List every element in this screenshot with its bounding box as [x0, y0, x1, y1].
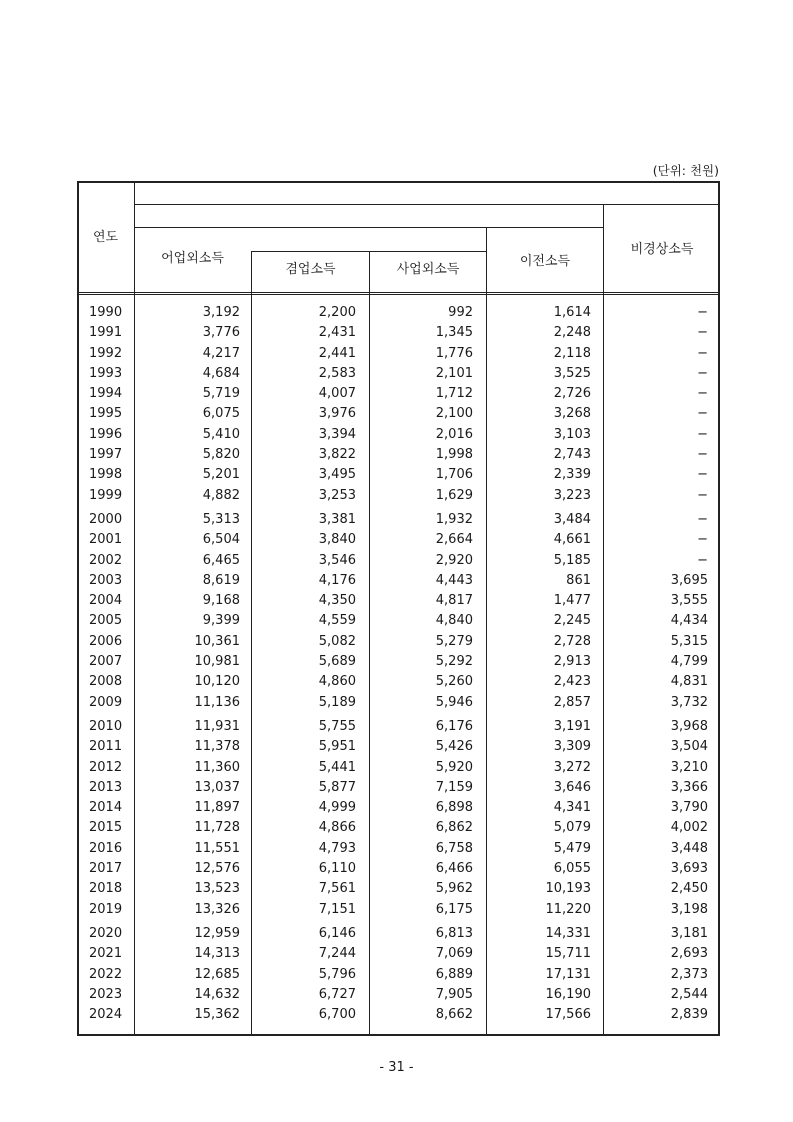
cell-side-business-income: 3,381 [318, 511, 356, 527]
cell-non-farm-income: 5,410 [202, 426, 240, 442]
cell-irregular-income: − [697, 532, 708, 548]
cell-non-business-income: 1,345 [435, 325, 473, 341]
cell-year: 1993 [89, 365, 123, 381]
unit-note: (단위: 천원) [652, 163, 719, 178]
cell-non-business-income: 4,817 [435, 593, 473, 609]
cell-non-business-income: 7,069 [435, 946, 473, 962]
cell-transfer-income: 17,131 [545, 966, 591, 982]
header-non-farm-income: 어업외소득 [161, 251, 224, 266]
table-row [78, 323, 719, 343]
table-row [78, 404, 719, 424]
cell-side-business-income: 3,976 [318, 406, 356, 422]
cell-non-farm-income: 10,981 [194, 654, 240, 670]
cell-side-business-income: 4,007 [318, 386, 356, 402]
cell-side-business-income: 3,394 [318, 426, 356, 442]
cell-transfer-income: 2,857 [553, 694, 591, 710]
cell-year: 2018 [89, 881, 123, 897]
table-row [78, 717, 719, 737]
cell-year: 2014 [89, 800, 123, 816]
table-row [78, 693, 719, 713]
cell-side-business-income: 6,700 [318, 1007, 356, 1023]
cell-irregular-income: − [697, 487, 708, 503]
cell-non-farm-income: 5,201 [202, 467, 240, 483]
table-row [78, 818, 719, 838]
cell-non-farm-income: 9,168 [202, 593, 240, 609]
cell-non-business-income: 1,712 [435, 386, 473, 402]
table-row [78, 486, 719, 506]
cell-non-business-income: 4,840 [435, 613, 473, 629]
table-row [78, 384, 719, 404]
cell-transfer-income: 2,339 [553, 467, 591, 483]
cell-transfer-income: 11,220 [545, 901, 591, 917]
cell-side-business-income: 5,796 [318, 966, 356, 982]
cell-non-farm-income: 11,136 [194, 694, 240, 710]
cell-side-business-income: 5,951 [318, 739, 356, 755]
cell-non-farm-income: 6,075 [202, 406, 240, 422]
table-row [78, 652, 719, 672]
cell-non-business-income: 7,159 [435, 779, 473, 795]
table-row [78, 758, 719, 778]
cell-transfer-income: 2,728 [553, 633, 591, 649]
cell-year: 1995 [89, 406, 123, 422]
cell-side-business-income: 3,495 [318, 467, 356, 483]
cell-irregular-income: 3,504 [670, 739, 708, 755]
cell-year: 1997 [89, 447, 123, 463]
header-non-business-income: 사업외소득 [396, 262, 460, 277]
cell-year: 2010 [89, 718, 123, 734]
cell-irregular-income: − [697, 325, 708, 341]
cell-year: 2017 [89, 861, 123, 877]
cell-non-farm-income: 6,504 [202, 532, 240, 548]
cell-non-farm-income: 10,361 [194, 633, 240, 649]
cell-non-farm-income: 9,399 [202, 613, 240, 629]
cell-side-business-income: 3,822 [318, 447, 356, 463]
cell-irregular-income: 5,315 [670, 633, 708, 649]
cell-transfer-income: 5,479 [553, 840, 591, 856]
cell-non-farm-income: 8,619 [202, 572, 240, 588]
cell-side-business-income: 5,755 [318, 718, 356, 734]
cell-year: 2023 [89, 986, 123, 1002]
cell-side-business-income: 5,877 [318, 779, 356, 795]
cell-year: 1999 [89, 487, 123, 503]
cell-transfer-income: 2,245 [553, 613, 591, 629]
cell-side-business-income: 4,860 [318, 674, 356, 690]
cell-side-business-income: 5,441 [318, 759, 356, 775]
table-row [78, 445, 719, 465]
cell-non-business-income: 8,662 [435, 1007, 473, 1023]
cell-non-farm-income: 12,959 [194, 925, 240, 941]
cell-irregular-income: − [697, 467, 708, 483]
cell-non-farm-income: 14,632 [194, 986, 240, 1002]
cell-irregular-income: 4,434 [670, 613, 708, 629]
cell-side-business-income: 2,431 [318, 325, 356, 341]
table-row [78, 859, 719, 879]
table-row [78, 571, 719, 591]
cell-non-business-income: 1,776 [435, 345, 473, 361]
cell-non-farm-income: 11,378 [194, 739, 240, 755]
cell-irregular-income: 3,790 [670, 800, 708, 816]
header-divider [134, 181, 135, 295]
cell-irregular-income: 4,799 [670, 654, 708, 670]
cell-year: 1996 [89, 426, 123, 442]
cell-irregular-income: 3,198 [670, 901, 708, 917]
cell-irregular-income: 2,693 [670, 946, 708, 962]
table-row [78, 551, 719, 571]
table-row [78, 530, 719, 550]
cell-year: 1992 [89, 345, 123, 361]
cell-year: 2002 [89, 552, 123, 568]
cell-side-business-income: 2,200 [318, 305, 356, 320]
table-row [78, 839, 719, 859]
cell-irregular-income: − [697, 552, 708, 568]
cell-year: 1994 [89, 386, 123, 402]
cell-irregular-income: − [697, 511, 708, 527]
cell-side-business-income: 6,727 [318, 986, 356, 1002]
cell-non-farm-income: 5,820 [202, 447, 240, 463]
cell-non-business-income: 5,426 [435, 739, 473, 755]
cell-transfer-income: 3,103 [553, 426, 591, 442]
cell-non-farm-income: 11,931 [194, 718, 240, 734]
cell-non-business-income: 6,758 [435, 840, 473, 856]
cell-irregular-income: − [697, 406, 708, 422]
table-row [78, 364, 719, 384]
table-row [78, 900, 719, 920]
cell-non-business-income: 5,292 [435, 654, 473, 670]
cell-transfer-income: 2,913 [553, 654, 591, 670]
cell-transfer-income: 861 [566, 572, 591, 588]
cell-side-business-income: 4,176 [318, 572, 356, 588]
cell-non-business-income: 6,898 [435, 800, 473, 816]
cell-non-business-income: 5,946 [435, 694, 473, 710]
cell-year: 2020 [89, 925, 123, 941]
cell-transfer-income: 15,711 [545, 946, 591, 962]
cell-irregular-income: 3,693 [670, 861, 708, 877]
cell-year: 2005 [89, 613, 123, 629]
cell-year: 1991 [89, 325, 123, 341]
cell-year: 2007 [89, 654, 123, 670]
header-year: 연도 [92, 230, 119, 245]
cell-non-farm-income: 13,326 [194, 901, 240, 917]
cell-transfer-income: 10,193 [545, 881, 591, 897]
table-row [78, 510, 719, 530]
cell-irregular-income: − [697, 447, 708, 463]
cell-transfer-income: 6,055 [553, 861, 591, 877]
cell-non-business-income: 5,260 [435, 674, 473, 690]
cell-transfer-income: 3,309 [553, 739, 591, 755]
cell-transfer-income: 2,726 [553, 386, 591, 402]
table-row [78, 344, 719, 364]
cell-transfer-income: 3,646 [553, 779, 591, 795]
cell-non-business-income: 5,962 [435, 881, 473, 897]
cell-non-business-income: 4,443 [435, 572, 473, 588]
cell-transfer-income: 3,268 [553, 406, 591, 422]
cell-irregular-income: 3,448 [670, 840, 708, 856]
cell-transfer-income: 3,484 [553, 511, 591, 527]
cell-non-business-income: 2,920 [435, 552, 473, 568]
cell-non-farm-income: 3,776 [202, 325, 240, 341]
cell-year: 1990 [89, 305, 123, 320]
table-row [78, 737, 719, 757]
cell-transfer-income: 3,223 [553, 487, 591, 503]
cell-year: 2022 [89, 966, 123, 982]
table-row [78, 778, 719, 798]
table-row [78, 1005, 719, 1025]
cell-irregular-income: − [697, 386, 708, 402]
table-header [77, 181, 720, 295]
cell-year: 2006 [89, 633, 123, 649]
cell-irregular-income: 3,968 [670, 718, 708, 734]
cell-transfer-income: 3,191 [553, 718, 591, 734]
cell-non-business-income: 6,466 [435, 861, 473, 877]
cell-year: 2021 [89, 946, 123, 962]
table-row [78, 465, 719, 485]
cell-side-business-income: 3,546 [318, 552, 356, 568]
cell-non-farm-income: 12,576 [194, 861, 240, 877]
cell-irregular-income: 2,450 [670, 881, 708, 897]
cell-non-farm-income: 4,684 [202, 365, 240, 381]
cell-year: 2013 [89, 779, 123, 795]
cell-irregular-income: 3,555 [670, 593, 708, 609]
cell-non-farm-income: 3,192 [202, 305, 240, 320]
cell-irregular-income: 3,732 [670, 694, 708, 710]
header-divider [134, 227, 603, 228]
cell-non-farm-income: 6,465 [202, 552, 240, 568]
cell-non-farm-income: 15,362 [194, 1007, 240, 1023]
cell-year: 2024 [89, 1007, 123, 1023]
cell-non-business-income: 992 [448, 305, 473, 320]
cell-non-farm-income: 14,313 [194, 946, 240, 962]
cell-transfer-income: 3,272 [553, 759, 591, 775]
cell-non-farm-income: 11,728 [194, 820, 240, 836]
cell-non-business-income: 5,279 [435, 633, 473, 649]
cell-irregular-income: 2,544 [670, 986, 708, 1002]
cell-year: 2001 [89, 532, 123, 548]
cell-side-business-income: 7,244 [318, 946, 356, 962]
page-number: - 31 - [379, 1060, 414, 1075]
header-transfer-income: 이전소득 [519, 254, 571, 269]
cell-non-business-income: 2,016 [435, 426, 473, 442]
cell-transfer-income: 2,248 [553, 325, 591, 341]
cell-transfer-income: 14,331 [545, 925, 591, 941]
table-row [78, 798, 719, 818]
cell-irregular-income: 2,373 [670, 966, 708, 982]
cell-year: 2012 [89, 759, 123, 775]
table-row [78, 985, 719, 1005]
cell-irregular-income: − [697, 345, 708, 361]
cell-non-farm-income: 12,685 [194, 966, 240, 982]
cell-irregular-income: − [697, 305, 708, 320]
cell-non-farm-income: 11,360 [194, 759, 240, 775]
cell-non-business-income: 2,664 [435, 532, 473, 548]
table-row [78, 944, 719, 964]
table-row [78, 303, 719, 323]
cell-year: 2009 [89, 694, 123, 710]
table-row [78, 425, 719, 445]
cell-non-business-income: 1,998 [435, 447, 473, 463]
cell-side-business-income: 4,350 [318, 593, 356, 609]
cell-side-business-income: 6,110 [318, 861, 356, 877]
cell-transfer-income: 5,185 [553, 552, 591, 568]
cell-year: 2019 [89, 901, 123, 917]
cell-non-farm-income: 11,551 [194, 840, 240, 856]
table-row [78, 965, 719, 985]
cell-transfer-income: 1,477 [553, 593, 591, 609]
cell-transfer-income: 2,743 [553, 447, 591, 463]
cell-side-business-income: 4,866 [318, 820, 356, 836]
cell-transfer-income: 17,566 [545, 1007, 591, 1023]
cell-irregular-income: 3,181 [670, 925, 708, 941]
cell-irregular-income: 3,695 [670, 572, 708, 588]
cell-transfer-income: 4,341 [553, 800, 591, 816]
cell-non-business-income: 6,862 [435, 820, 473, 836]
cell-non-business-income: 2,101 [435, 365, 473, 381]
cell-year: 2016 [89, 840, 123, 856]
cell-non-farm-income: 5,313 [202, 511, 240, 527]
cell-year: 2011 [89, 739, 123, 755]
cell-side-business-income: 6,146 [318, 925, 356, 941]
cell-transfer-income: 2,423 [553, 674, 591, 690]
cell-non-business-income: 6,889 [435, 966, 473, 982]
cell-year: 2000 [89, 511, 123, 527]
cell-side-business-income: 4,559 [318, 613, 356, 629]
cell-side-business-income: 5,689 [318, 654, 356, 670]
cell-non-farm-income: 10,120 [194, 674, 240, 690]
cell-irregular-income: 4,002 [670, 820, 708, 836]
cell-non-farm-income: 13,523 [194, 881, 240, 897]
cell-year: 2003 [89, 572, 123, 588]
table-row [78, 632, 719, 652]
cell-side-business-income: 3,253 [318, 487, 356, 503]
cell-irregular-income: 4,831 [670, 674, 708, 690]
cell-irregular-income: 3,210 [670, 759, 708, 775]
cell-side-business-income: 5,082 [318, 633, 356, 649]
cell-irregular-income: 3,366 [670, 779, 708, 795]
table-row [78, 879, 719, 899]
header-divider [134, 204, 720, 205]
header-bottom-rule [77, 292, 720, 295]
table-body [78, 303, 719, 1025]
cell-side-business-income: 4,999 [318, 800, 356, 816]
cell-non-business-income: 1,706 [435, 467, 473, 483]
header-side-business-income: 겸업소득 [285, 262, 336, 277]
cell-non-business-income: 5,920 [435, 759, 473, 775]
cell-non-business-income: 6,176 [435, 718, 473, 734]
header-irregular-income: 비경상소득 [630, 242, 694, 257]
table-row [78, 672, 719, 692]
cell-non-business-income: 2,100 [435, 406, 473, 422]
cell-year: 2004 [89, 593, 123, 609]
cell-non-farm-income: 4,217 [202, 345, 240, 361]
cell-irregular-income: − [697, 426, 708, 442]
cell-non-farm-income: 5,719 [202, 386, 240, 402]
cell-side-business-income: 4,793 [318, 840, 356, 856]
cell-non-farm-income: 13,037 [194, 779, 240, 795]
cell-non-farm-income: 4,882 [202, 487, 240, 503]
cell-irregular-income: − [697, 365, 708, 381]
cell-side-business-income: 2,583 [318, 365, 356, 381]
cell-non-business-income: 1,932 [435, 511, 473, 527]
cell-transfer-income: 16,190 [545, 986, 591, 1002]
cell-side-business-income: 2,441 [318, 345, 356, 361]
cell-side-business-income: 7,561 [318, 881, 356, 897]
cell-transfer-income: 5,079 [553, 820, 591, 836]
table-row [78, 611, 719, 631]
cell-year: 2015 [89, 820, 123, 836]
cell-side-business-income: 5,189 [318, 694, 356, 710]
table-row [78, 591, 719, 611]
cell-non-business-income: 6,175 [435, 901, 473, 917]
cell-non-business-income: 7,905 [435, 986, 473, 1002]
cell-side-business-income: 7,151 [318, 901, 356, 917]
cell-non-business-income: 6,813 [435, 925, 473, 941]
cell-side-business-income: 3,840 [318, 532, 356, 548]
cell-non-business-income: 1,629 [435, 487, 473, 503]
cell-transfer-income: 2,118 [553, 345, 591, 361]
cell-transfer-income: 3,525 [553, 365, 591, 381]
cell-transfer-income: 4,661 [553, 532, 591, 548]
cell-transfer-income: 1,614 [553, 305, 591, 320]
cell-year: 1998 [89, 467, 123, 483]
cell-irregular-income: 2,839 [670, 1007, 708, 1023]
table-row [78, 924, 719, 944]
cell-non-farm-income: 11,897 [194, 800, 240, 816]
cell-year: 2008 [89, 674, 123, 690]
